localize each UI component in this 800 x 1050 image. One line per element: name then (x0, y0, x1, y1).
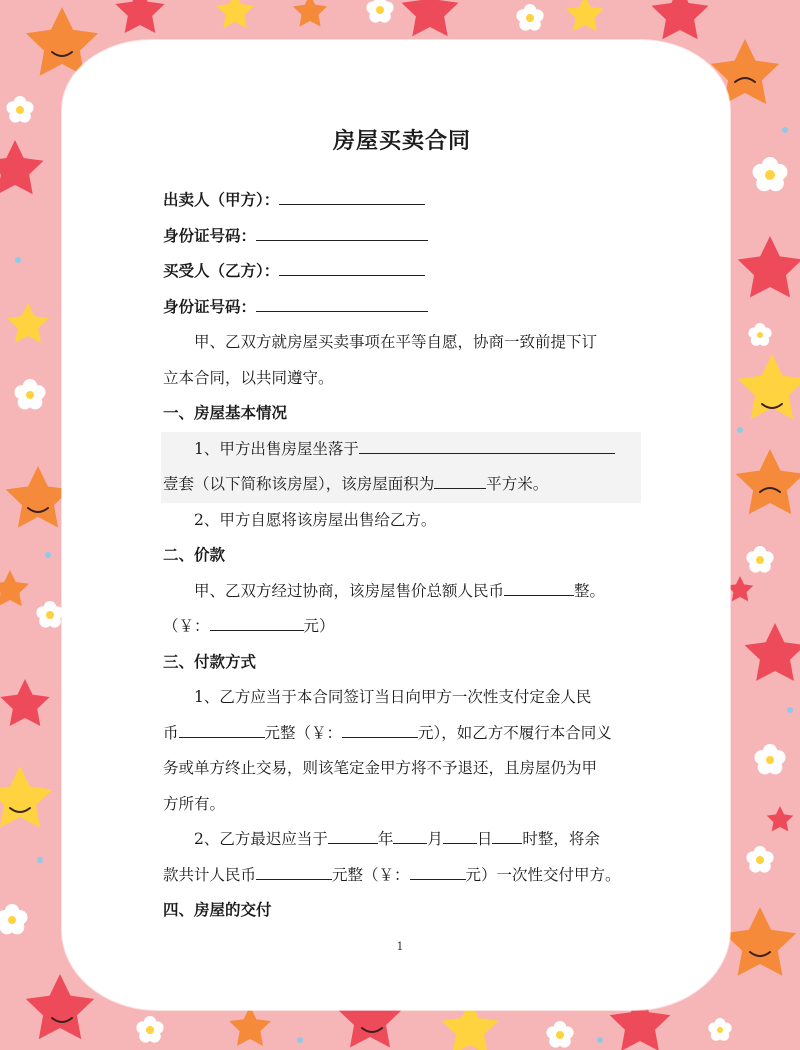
price-blank[interactable] (504, 579, 574, 596)
seller-id-line (163, 219, 641, 255)
deposit-amount-blank[interactable] (342, 721, 418, 738)
section-heading: 一、房屋基本情况 (163, 404, 288, 422)
item-text: （￥： (163, 617, 210, 635)
intro-line: 甲、乙双方就房屋买卖事项在平等自愿，协商一致前提下订 (194, 333, 598, 351)
item-text: 元）一次性交付甲方。 (465, 865, 621, 884)
item-text: 整。 (574, 581, 606, 600)
buyer-blank[interactable] (279, 259, 425, 276)
item-line: 2、甲方自愿将该房屋出售给乙方。 (194, 510, 437, 529)
contract-body (163, 120, 641, 929)
house-location-line (163, 432, 641, 468)
item-text: 甲、乙双方经过协商，该房屋售价总额人民币 (194, 581, 505, 600)
page-number: 1 (396, 940, 404, 953)
hour-blank[interactable] (492, 827, 522, 844)
item-text: 壹套（以下简称该房屋），该房屋面积为 (163, 475, 435, 493)
year-label: 年 (377, 830, 394, 848)
item-text: 1、甲方出售房屋坐落于 (194, 439, 359, 458)
day-blank[interactable] (443, 827, 477, 844)
month-label: 月 (427, 830, 443, 848)
day-label: 日 (476, 830, 493, 848)
item-text: 2、乙方最迟应当于 (194, 830, 328, 848)
price-amount-blank[interactable] (210, 614, 304, 631)
section-heading: 二、价款 (163, 546, 226, 564)
house-location-block (161, 432, 641, 503)
intro-line: 立本合同，以共同遵守。 (163, 368, 334, 387)
item-text: 款共计人民币 (163, 865, 257, 884)
item-text: 元整（￥： (332, 865, 410, 884)
balance-amount-line (163, 858, 641, 894)
seller-blank[interactable] (279, 188, 425, 205)
price-amount-line (163, 609, 641, 645)
house-area-line (163, 467, 641, 503)
buyer-line (163, 254, 641, 290)
seller-line (163, 183, 641, 219)
location-blank[interactable] (359, 437, 615, 454)
payment-line: 1、乙方应当于本合同签订当日向甲方一次性支付定金人民 (194, 688, 592, 706)
balance-amount-blank[interactable] (410, 863, 466, 880)
item-text: 平方米。 (486, 475, 549, 493)
item-text: 元整（￥： (264, 723, 343, 742)
item-text: 币 (163, 723, 179, 742)
buyer-label: 买受人（乙方）： (163, 262, 280, 280)
item-text: 时整，将余 (522, 830, 600, 848)
buyer-id-label: 身份证号码： (163, 297, 257, 316)
deposit-line (163, 716, 641, 752)
section-heading: 四、房屋的交付 (163, 901, 272, 919)
year-blank[interactable] (328, 827, 378, 844)
balance-blank[interactable] (256, 863, 332, 880)
month-blank[interactable] (393, 827, 427, 844)
payment-line: 务或单方终止交易，则该笔定金甲方将不予退还，且房屋仍为甲 (163, 759, 598, 777)
payment-line: 方所有。 (163, 794, 226, 813)
seller-label: 出卖人（甲方）： (163, 191, 280, 209)
seller-id-label: 身份证号码： (163, 226, 257, 245)
section-heading: 三、付款方式 (163, 652, 257, 671)
item-text: 元） (303, 617, 335, 635)
page-title: 房屋买卖合同 (332, 129, 471, 154)
area-blank[interactable] (434, 472, 486, 489)
price-line (163, 574, 641, 610)
balance-date-line (163, 822, 641, 858)
deposit-blank[interactable] (179, 721, 265, 738)
item-text: 元），如乙方不履行本合同义 (418, 723, 612, 742)
seller-id-blank[interactable] (256, 224, 428, 241)
buyer-id-line (163, 290, 641, 326)
buyer-id-blank[interactable] (256, 295, 428, 312)
